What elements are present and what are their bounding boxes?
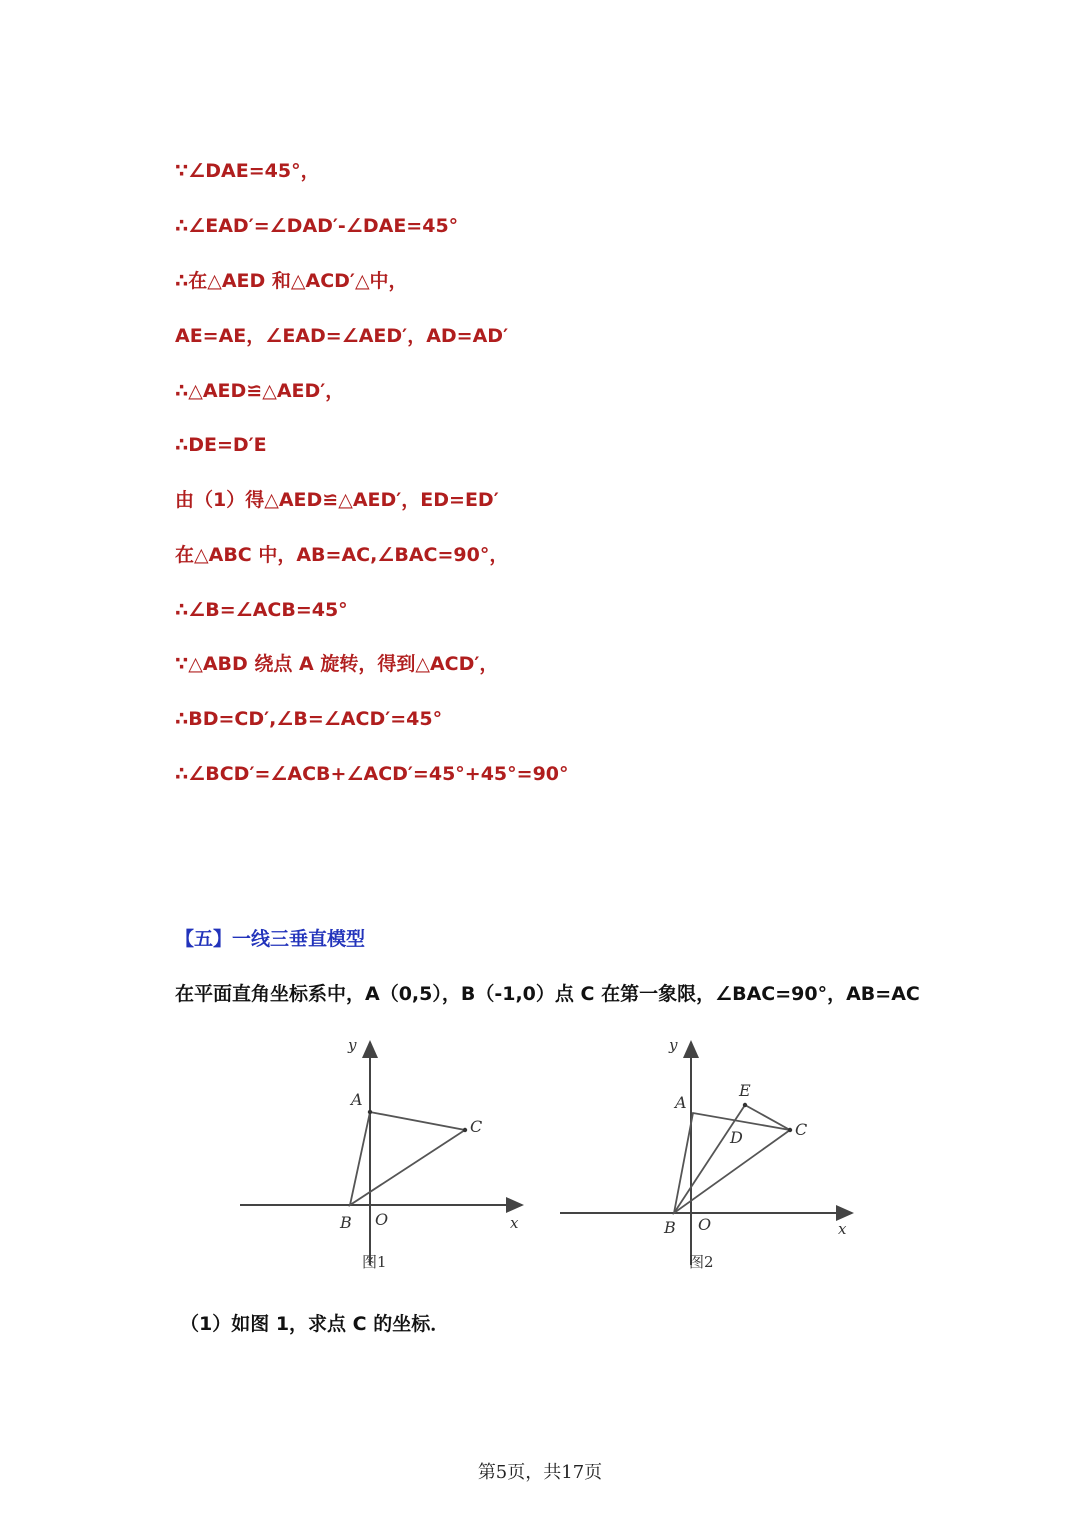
proof-line-11: ∴BD=CD′,∠B=∠ACD′=45° xyxy=(175,708,443,730)
label-c: C xyxy=(470,1117,483,1136)
label-d: D xyxy=(730,1128,743,1147)
label-y: y xyxy=(669,1036,678,1054)
proof-line-8: 在△ABC 中，AB=AC,∠BAC=90°， xyxy=(175,544,509,566)
figure-1-caption: 图1 xyxy=(362,1253,387,1271)
figure-2 xyxy=(555,1030,860,1275)
label-e: E xyxy=(739,1081,751,1100)
problem-statement: 在平面直角坐标系中，A（0,5），B（-1,0）点 C 在第一象限，∠BAC=90°，AB=AC xyxy=(175,983,920,1005)
point-c xyxy=(463,1128,467,1132)
question-1: （1）如图 1，求点 C 的坐标． xyxy=(180,1313,450,1335)
label-o: O xyxy=(698,1215,712,1234)
triangle-abc xyxy=(350,1112,465,1205)
section-title: 【五】一线三垂直模型 xyxy=(175,928,366,950)
label-b: B xyxy=(340,1213,352,1232)
label-y: y xyxy=(348,1036,357,1054)
label-a: A xyxy=(675,1093,687,1112)
proof-line-2: ∴∠EAD′=∠DAD′-∠DAE=45° xyxy=(175,215,459,237)
proof-line-3: ∴在△AED 和△ACD′△中， xyxy=(175,270,408,292)
figure-1 xyxy=(230,1030,530,1275)
page-footer: 第5页，共17页 xyxy=(477,1462,603,1483)
point-c xyxy=(788,1128,792,1132)
point-e xyxy=(743,1103,747,1107)
point-a xyxy=(368,1110,372,1114)
proof-line-9: ∴∠B=∠ACB=45° xyxy=(175,599,348,621)
label-a: A xyxy=(351,1090,363,1109)
proof-line-1: ∵∠DAE=45°， xyxy=(175,160,320,182)
proof-line-6: ∴DE=D′E xyxy=(175,434,267,456)
label-o: O xyxy=(375,1210,389,1229)
proof-line-7: 由（1）得△AED≌△AED′，ED=ED′ xyxy=(175,489,499,511)
label-x: x xyxy=(838,1220,847,1238)
label-x: x xyxy=(510,1214,519,1232)
proof-line-4: AE=AE，∠EAD=∠AED′，AD=AD′ xyxy=(175,325,509,347)
proof-line-10: ∵△ABD 绕点 A 旋转，得到△ACD′， xyxy=(175,653,499,675)
figure-2-caption: 图2 xyxy=(689,1253,714,1271)
proof-line-12: ∴∠BCD′=∠ACB+∠ACD′=45°+45°=90° xyxy=(175,763,569,785)
label-c: C xyxy=(795,1120,808,1139)
proof-line-5: ∴△AED≌△AED′， xyxy=(175,380,345,402)
label-b: B xyxy=(664,1218,676,1237)
